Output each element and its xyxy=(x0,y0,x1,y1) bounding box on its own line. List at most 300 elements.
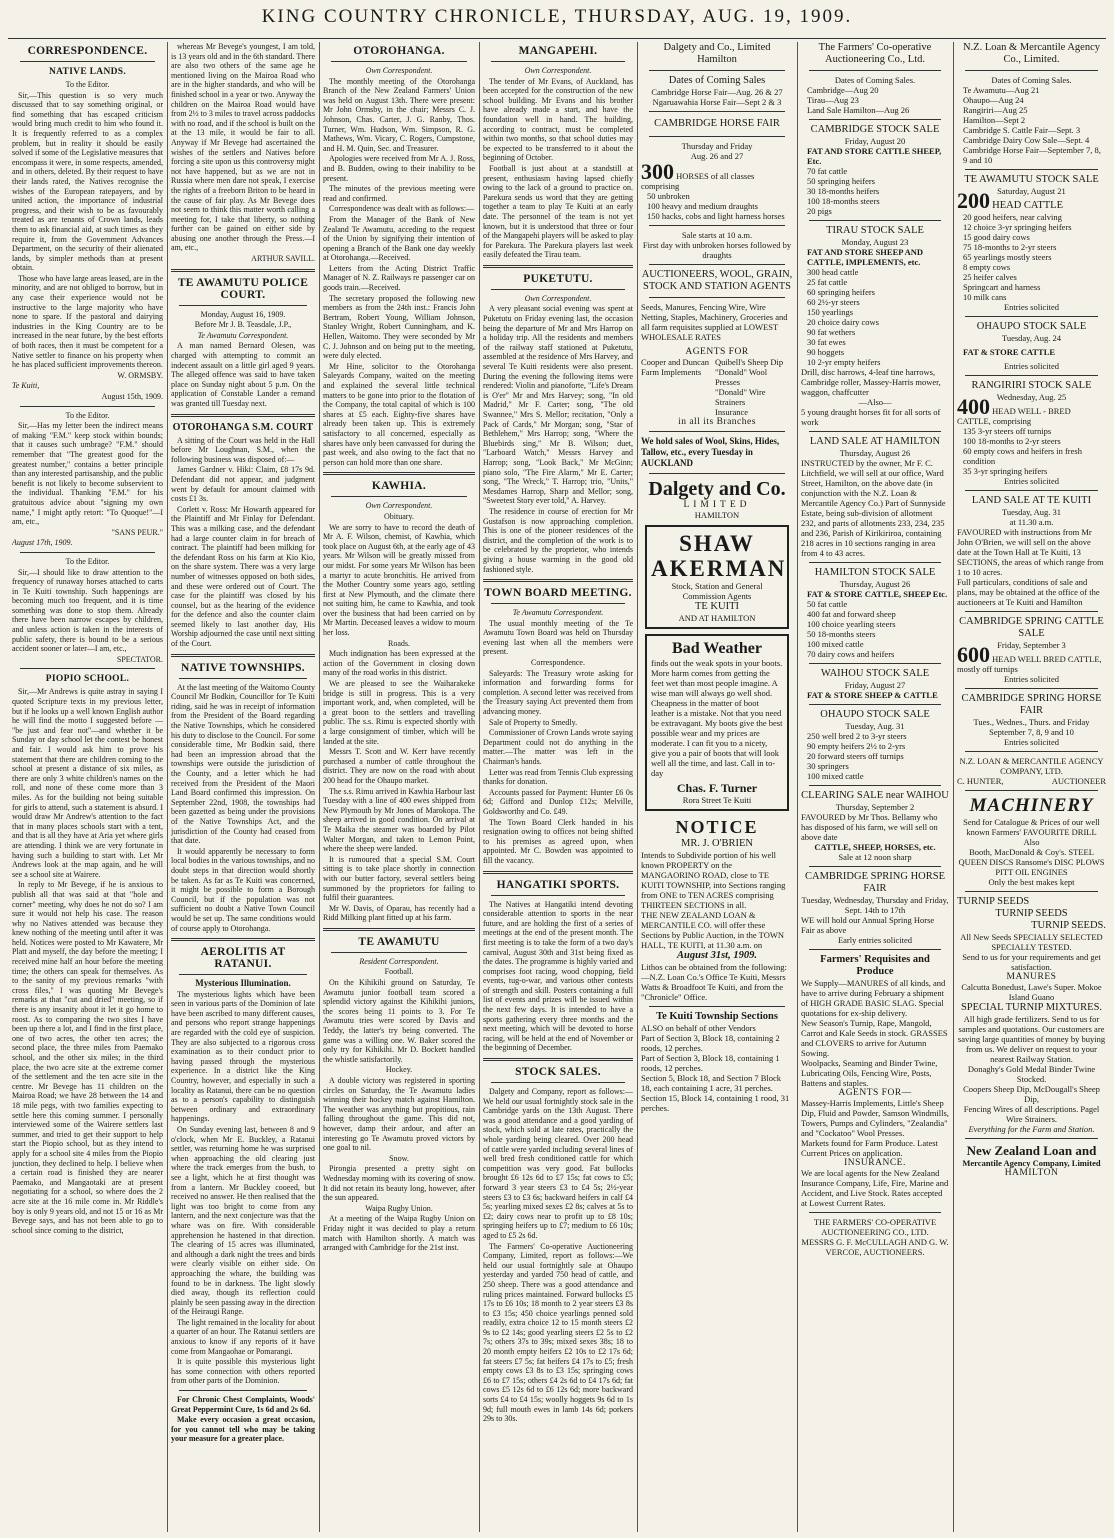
column-adverts-6 xyxy=(801,42,949,1534)
divider xyxy=(20,406,155,407)
divider xyxy=(649,111,785,112)
ad-line: 70 fat cattle xyxy=(807,166,848,176)
ad-line: FAT AND STORE CATTLE SHEEP, Etc. xyxy=(807,146,942,166)
ad-line: Hamilton—Sept 2 xyxy=(963,115,1026,125)
column-divider xyxy=(167,42,168,1532)
article-paragraph: The usual monthly meeting of the Te Awamutu Town Board was held on Thursday evening last when all the members were present. xyxy=(483,618,633,657)
ad-heading: Bad Weather xyxy=(672,640,762,657)
ad-line: Tuesday, Aug. 31 xyxy=(1001,507,1062,517)
ad-line: Drill, disc harrows, 4-leaf tine harrows, Cambridge roller, Massey-Harris mower, waggon, chaffcutter xyxy=(801,367,941,397)
ad-heading: CAMBRIDGE SPRING CATTLE SALE xyxy=(959,616,1104,639)
article-subheading: Waipa Rugby Union. xyxy=(365,1203,433,1213)
article-subheading: Hockey. xyxy=(385,1065,413,1075)
ad-line: We hold sales of Wool, Skins, Hides, Tallow, etc., every Tuesday in AUCKLAND xyxy=(641,436,780,468)
column-divider xyxy=(797,42,798,1532)
divider xyxy=(649,431,785,432)
ad-line: Also xyxy=(1023,837,1040,847)
ad-line: 50 unbroken xyxy=(647,191,690,201)
ad-line: 90 empty heifers 2½ to 2-yrs xyxy=(807,741,906,751)
article-paragraph: A double victory was registered in sporting circles on Saturday, the Te Awamutu ladies winning their hockey match against Hamilton. The weather was anything but propitious, rain falling throughout the game. This did not, however, damp their ardour, and after an interesting go Te Awamutu proved victors by one goal to nil. xyxy=(323,1076,475,1153)
ad-line: HORSES of all classes comprising xyxy=(641,171,755,191)
advert-text: Make every occasion a great occasion, for you cannot tell who may be taking your measure for a greater place. xyxy=(171,1415,315,1444)
article-paragraph: Corlett v. Ross: Mr Howarth appeared for the Plaintiff and Mr Finlay for Defendant. This was a milking case, and the defendant had a large counter claim in for breach of contract. The plaintiff had been milking for the defendant Ross on his farm at Kio Kio, on the share system. There was a very large number of witnesses opposed on both sides, and these were ordered out of Court. The case for the plaintiff was closed by his counsel, but as the hearing of the evidence for the defence and also the counter claim seemed likely to last another day, His Worship adjourned the case until next sitting of the Court. xyxy=(171,504,315,649)
ad-heading: MANURES xyxy=(1006,972,1057,982)
article-subheading: Mysterious Illumination. xyxy=(195,978,291,989)
ad-line: 100 choice yearling steers xyxy=(807,619,896,629)
ad-line: 70 dairy cows and heifers xyxy=(807,649,895,659)
correspondent: Own Correspondent. xyxy=(524,293,592,303)
ad-line: Friday, August 27 xyxy=(844,680,906,690)
ad-line: Stock, Station and General Commission Agents xyxy=(671,581,763,601)
correspondent: Te Awamutu Correspondent. xyxy=(197,330,289,340)
article-subheading: Correspondence. xyxy=(531,658,585,668)
ad-line: Cambridge Dairy Cow Sale—Sept. 4 xyxy=(963,135,1090,145)
article-paragraph: A very pleasant social evening was spent at Puketutu on Friday evening last, the occasion being the departure of Mr and Mrs Harrop on a holiday trip. All the residents and members of the railway staff stationed at Puketutu, assembled at the residence of Mrs Harvey, and several Te Kuiti residents were also present. During the evening the following items were rendered: Violin and pianoforte, "Life's Dream is O'er" Mr and Mrs Harvey; song, "In old Madrid," Mr F. Carter; song, "The old Swannee," Mrs S. Mellor; recitation, "Only a Pack of Cards," Mr Morgan; song, "Star of Bethlehem," Mrs Harrop; song, "Where the Bluebirds sing," Mr B. Wilson; duet, "Larboard Watch," Messrs Harvey and Harrop; song, "Look Back," Mr McGinn; piano solo, "The Fire Alarm," Mr E. Carter; song, "The Wreck," T. Harrop; trio, "Units," Mesdames Harrop, Sharp and Mellor; song, "Sweetest Story ever told," A. Harvey. xyxy=(483,304,633,506)
letter-paragraph: In reply to Mr Bevege, if he is anxious to publish all that was said at that "hole and corner" meeting, why does he not do so? I am sure it would not help his case. The reason why no Natives attended was because they knew nothing of the meeting until after it was held. Notices were posted to Mr Kawatere, Mr Platt and myself, the day before the meeting; I received mine half an hour before the meeting time; the others can speak for themselves. As to the sanity of my previous remarks "with cross files," I was quoting Mr Bevege's remarks at that "cut and dried" meeting, so if there is any insanity about it let it go home to roost. As to comparing the two sites I have been up there a lot, and I find in the first place, one of two acres, the other ten acres; the second place, the three miles from Paemako school, and the other six miles; in the third place, the two acre site at the extreme corner of the settlement and the ten acre site in the centre. Mr Bevege has 11 children on the Mairoa Road; we have 28 between the 14 and 18 mile pegs, with two families expecting to settle here this coming summer. I personally interviewed some of the Wairere settlers last summer, and tried to get their support to help start the Piopio school, but as they intend to apply for a school site 4 miles from the Piopio junction, they declined to help. I believe when a certain road is finished they are nearer Paemako, and Mangaotaki are at present negotiating for a school, so where does the 2 acre site at the 16 mile come in. Mr Riddle's boy is only 9 years old, and not 15 or 16 as Mr Bevege says, and has not been able to go to school since coming to the district, xyxy=(12,880,163,1235)
ad-line: Lithos can be obtained from the following:—N.Z. Loan Co.'s Office Te Kuiti, Messrs Watts & Broadfoot Te Kuiti, and from the "Chronicle" Office. xyxy=(641,962,787,1002)
ad-line: Tirau—Aug 23 xyxy=(807,95,859,105)
ad-line: HAMILTON xyxy=(1004,1168,1059,1178)
divider xyxy=(809,70,941,71)
divider xyxy=(20,552,155,553)
divider xyxy=(171,269,315,272)
divider xyxy=(649,297,785,298)
ad-heading: Dates of Coming Sales. xyxy=(834,75,916,85)
ad-heading: SPECIAL TURNIP MIXTURES. xyxy=(960,1002,1103,1013)
ad-heading: CAMBRIDGE SPRING HORSE FAIR xyxy=(804,871,946,894)
ad-heading: Dates of Coming Sales xyxy=(668,75,766,86)
advertiser-name: N.Z. Loan & Mercantile Agency Co., Limited. xyxy=(962,42,1101,65)
ad-line: Aug. 26 and 27 xyxy=(690,151,744,161)
ad-line: 135 3-yr steers off turnips xyxy=(963,426,1052,436)
ad-line: Donaghy's Gold Medal Binder Twine Stocked. xyxy=(967,1064,1096,1084)
column-divider xyxy=(953,42,954,1532)
ad-line: 100 18-months steers xyxy=(807,196,880,206)
ad-line: August 31st, 1909. xyxy=(677,950,757,961)
ad-heading: LAND SALE AT TE KUITI xyxy=(971,495,1092,506)
article-paragraph: Apologies were received from Mr A. J. Ross, and B. Budden, owing to their inability to be present. xyxy=(323,154,475,183)
letter-paragraph: Sir,—Mr Andrews is quite astray in saying I quoted Scripture texts in my previous letter, but if he looks up a well known English author he will find the motto I suggested before — "be just and fear not"—and whether it be Sunday or day school let the contest be honest and fair. I would ask him to prove his statement that there are children coming to the school at present a distance of six miles, as there are only 3 white children's names on the roll, and none of these come more than 3 miles. As for the building not being suitable for girls to attend, such a statement is absurd. I would draw Mr Andrew's attention to the fact that in many places schools start with a tent, and that is all they have at Aria yet where girls are attending. I think we are very fortunate in having such a building to start with. Let Mr Andrews look at the map again, and he will see a school site at Wairere. xyxy=(12,687,163,879)
divider xyxy=(809,949,941,950)
ad-line: 30 springers xyxy=(807,761,849,771)
ad-line: 90 hoggets xyxy=(807,347,845,357)
column-news-4 xyxy=(483,42,633,1534)
ad-heading: MACHINERY xyxy=(969,795,1094,816)
article-paragraph: The minutes of the previous meeting were read and confirmed. xyxy=(323,184,475,203)
divider xyxy=(649,264,785,265)
divider xyxy=(649,1006,785,1007)
ad-line: at 11.30 a.m. xyxy=(1009,517,1054,527)
ad-line: 15 good dairy cows xyxy=(963,232,1030,242)
article-paragraph: The tender of Mr Evans, of Auckland, has been accepted for the construction of the new school building. Mr Evans and his brother have already made a start, and have the foundation well in hand. The building, according to contract, must be completed within two months, so that school duties may be expected to be transferred to it about the beginning of October. xyxy=(483,76,633,163)
ad-heading: CLEARING SALE near WAIHOU xyxy=(801,790,949,801)
divider xyxy=(491,603,625,604)
article-paragraph: Mr Hine, solicitor to the Otorohanga Saleyards Company, waited on the meeting and explained the several little technical matters to be gone into prior to the flotation of the Company, the total capital of which is 100 shares at £5 each. Eighty-five shares have already been taken up. This is extremely satisfactory to all concerned, especially as shares have only been canvassed for during the past week, and also owing to the fact that no person can hold more than one share. xyxy=(323,361,475,467)
ad-line: Only the best makes kept xyxy=(988,877,1075,887)
ad-line: 50 springing heifers xyxy=(807,176,875,186)
ad-line: 10 2-yr empty heifers xyxy=(807,357,881,367)
article-heading: TE AWAMUTU xyxy=(358,935,440,948)
ad-heading: Te Kuiti Township Sections xyxy=(656,1011,778,1022)
advertiser-town: Hamilton xyxy=(697,54,737,65)
article-heading: TE AWAMUTU POLICE COURT. xyxy=(177,276,309,301)
article-date: Monday, August 16, 1909. xyxy=(200,309,286,319)
divider xyxy=(171,414,315,417)
advertiser-name: N.Z. LOAN & MERCANTILE AGENCY COMPANY, LTD. xyxy=(959,756,1104,776)
divider xyxy=(809,704,941,705)
ad-heading: TURNIP SEEDS xyxy=(957,896,1030,907)
divider xyxy=(323,928,475,931)
ad-line: 100 mixed cattle xyxy=(807,639,864,649)
ad-number: 400 xyxy=(957,394,990,419)
divider xyxy=(491,895,625,896)
article-heading: NATIVE TOWNSHIPS. xyxy=(181,661,305,674)
ad-line: Markets found for Farm Produce. Latest Current Prices on application. xyxy=(801,1138,938,1158)
divider xyxy=(649,225,785,226)
letter-paragraph: Sir,—Has my letter been the indirect means of making "F.M." keep stock within bounds; that it causes such umbrage? "F.M." should remember that "The greatest good for the greatest number," contains a better principle than any interested partisanship, and the public benefit is not likely to become subservient to the individual. Thanking "F.M." for his gratuitous advice about "signing my own name," I might aptly retort: "To Quoque!"—I am, etc., xyxy=(12,421,163,527)
ad-line: Ohaupo—Aug 24 xyxy=(963,95,1024,105)
ad-line: Thursday and Friday xyxy=(681,141,753,151)
article-paragraph: The s.s. Rimu arrived in Kawhia Harbour last Tuesday with a line of 400 ewes shipped from New Plymouth by Mr Jones of Marokopa. The sheep arrived in good condition. On arrival at Te Maika the steamer was boarded by Pilot Walter Morgan, and taken to Lemon Point, where the sheep were landed. xyxy=(323,786,475,854)
ad-line: Everything for the Farm and Station. xyxy=(968,1124,1095,1134)
divider xyxy=(965,688,1098,689)
ad-line: Ngaruawahia Horse Fair—Sept 2 & 3 xyxy=(652,97,782,107)
ad-line: 5 young draught horses fit for all sorts of work xyxy=(801,407,941,427)
article-subheading: Obituary. xyxy=(384,511,414,521)
ad-line: Te Awamutu—Aug 21 xyxy=(963,85,1040,95)
salutation: To the Editor. xyxy=(65,556,110,566)
article-paragraph: It would apparently be necessary to form local bodies in the various townships, and no doubt steps in that direction would shortly be taken. As far as Te Kuiti was concerned, it might be possible to form a Borough Council, but if the population was not sufficient no doubt a Native Town Council would be set up. The same conditions would of course apply to Otorohanga. xyxy=(171,846,315,933)
article-paragraph: A sitting of the Court was held in the Hall before Mr Loughnan, S.M., when the following business was disposed of:— xyxy=(171,435,315,464)
ad-line: Entries solicited xyxy=(1003,302,1059,312)
article-paragraph: Mr W. Davis, of Oparau, has recently had a Ridd Milking plant fitted up at his farm. xyxy=(323,903,475,923)
article-paragraph: Correspondence was dealt with as follows:— xyxy=(329,204,475,214)
ad-line: 90 fat wethers xyxy=(807,327,856,337)
article-paragraph: Letters from the Acting District Traffic Manager of N. Z. Railways re passenger car on goods train.—Received. xyxy=(323,263,475,293)
article-heading: OTOROHANGA S.M. COURT xyxy=(172,421,314,433)
ad-line: 100 mixed cattle xyxy=(807,771,864,781)
ad-line: 150 hacks, cobs and light harness horses xyxy=(647,211,785,221)
ad-line: 250 well bred 2 to 3-yr steers xyxy=(807,731,907,741)
ad-line: Cooper and Duncan Farm Implements xyxy=(641,357,709,377)
article-paragraph: It is rumoured that a special S.M. Court sitting is to take place shortly in connection with our butter factory, several settlers being summoned by the proprietors for failing to fulfil their guarantees. xyxy=(323,854,475,903)
ad-line: 20 forward steers off turnips xyxy=(807,751,904,761)
letter-paragraph: Sir,—I should like to draw attention to the frequency of runaway horses attached to carts in Te Kuiti township. Such happenings are becoming much too frequent, and it is time something was done to stop them. Already there have been narrow escapes by children, and unless action is taken in the interests of public safety, there is bound to be a serious accident sooner or later—I am, etc., xyxy=(12,567,163,654)
divider xyxy=(323,472,475,475)
divider xyxy=(20,61,155,62)
article-paragraph: The mysterious lights which have been seen in various parts of the Dominion of late have been ascribed to many different causes, and persons who report strange happenings are regarded with the cold eye of suspicion. They are also subjected to a rigorous cross examination as to their conduct prior to having passed through the mysterious experience. In a district like the King Country, however, and especially in such a locality as Ratanui, there can be no question as to a person's capability to distinguish between ordinary and extraordinary happenings. xyxy=(171,989,315,1124)
ad-heading: HAMILTON STOCK SALE xyxy=(814,567,936,578)
ad-line: Cambridge S. Cattle Fair—Sept. 3 xyxy=(963,125,1081,135)
ad-heading: LAND SALE AT HAMILTON xyxy=(809,436,941,447)
ad-line: Fencing Wires of all descriptions. Pagel Wire Strainers. xyxy=(963,1104,1100,1124)
ad-line: Send for Catalogue & Prices of our well known Farmers' FAVOURITE DRILL xyxy=(963,817,1100,837)
article-paragraph: Messrs T. Scott and W. Kerr have recently purchased a number of cattle throughout the district. They are now on the road with about 200 head for the Ohaupo market. xyxy=(323,747,475,785)
ad-line: Friday, August 20 xyxy=(844,136,906,146)
ad-line: —Also— xyxy=(858,397,892,407)
ad-line: 35 3-yr springing heifers xyxy=(963,466,1048,476)
ad-line: 8 empty cows xyxy=(963,262,1011,272)
article-heading: HANGATIKI SPORTS. xyxy=(496,878,620,891)
divider xyxy=(809,562,941,563)
ad-line: First day with unbroken horses followed by draughts xyxy=(642,240,792,260)
ad-line: Cambridge Horse Fair—Aug. 26 & 27 xyxy=(651,87,783,97)
ad-line: Wednesday, Aug. 25 xyxy=(996,392,1067,402)
ad-heading: TURNIP SEEDS xyxy=(995,908,1068,919)
divider xyxy=(809,431,941,432)
ad-line: Send to us for your requirements and get satisfaction. xyxy=(962,952,1101,972)
ad-line: Friday, September 3 xyxy=(997,640,1066,650)
ad-line: FAT & STORE SHEEP & CATTLE xyxy=(807,690,938,700)
article-heading: AEROLITIS AT RATANUI. xyxy=(200,946,286,971)
ad-line: Calcutta Bonedust, Lawe's Super. Mokoe Island Guano xyxy=(961,982,1102,1002)
ad-line: 50 18-months steers xyxy=(807,629,876,639)
ad-line: Cambridge—Aug 20 xyxy=(807,85,879,95)
ad-line: Entries solicited xyxy=(1003,674,1059,684)
advertiser-name: THE FARMERS' CO-OPERATIVE AUCTIONEERING CO., LTD. xyxy=(813,1217,937,1237)
advert-text: For Chronic Chest Complaints, Woods' Great Peppermint Cure, 1s 6d and 2s 6d. xyxy=(171,1395,315,1414)
divider xyxy=(483,871,633,874)
letter-paragraph: Sir,—This question is so very much discussed that to say something original, or find something that has escaped criticism would bring much credit to him who found it. It is frequently referred to as a complex problem, but in reality it should be easily solved if some of the Legislative measures that encompass it were, in some respects, amended, and in others, deleted. By their request to have their lands rated, the Natives recognise the wishes of the European ratepayers, and by united action, the importance of industrial progress, and their wish to be as favourably treated as are tenants of Crown lands, leads them to ask financial aid, at such times as they require it, from the Government Advances Department, on the security of their alienated lands, by simpler methods than at present obtain. xyxy=(12,90,163,273)
divider xyxy=(649,136,785,137)
ad-heading: TIRAU STOCK SALE xyxy=(826,225,924,236)
ad-line: 30 fat ewes xyxy=(807,337,846,347)
ad-line: 100 heavy and medium draughts xyxy=(647,201,758,211)
divider xyxy=(965,490,1098,491)
column-correspondence xyxy=(12,42,163,1534)
ad-heading: RANGIRIRI STOCK SALE xyxy=(971,380,1092,391)
divider xyxy=(483,579,633,582)
article-heading: PUKETUTU. xyxy=(523,272,593,285)
ad-line: 50 fat cattle xyxy=(807,599,848,609)
divider xyxy=(171,654,315,657)
ad-line: Land Sale Hamilton—Aug 26 xyxy=(807,105,910,115)
column-adverts-7 xyxy=(957,42,1106,1534)
ad-line: in all its Branches xyxy=(678,417,756,427)
ad-line: Insurance xyxy=(715,407,749,417)
ad-line: Entries solicited xyxy=(1003,361,1059,371)
divider xyxy=(20,668,155,669)
ad-line: Intends to Subdivide portion of his well known PROPERTY on the MANGAORINO ROAD, close to TE KUITI TOWNSHIP, into Sections ranging from ONE to TEN ACRES comprising THIRTEEN SECTIONS in all. xyxy=(641,850,786,910)
ad-line: 10 milk cans xyxy=(963,292,1007,302)
advertiser-name: Mercantile Agency Company, Limited xyxy=(962,1158,1101,1168)
article-paragraph: Sale of Property to Smedly. xyxy=(489,717,578,727)
salutation: To the Editor. xyxy=(65,80,110,89)
article-paragraph: At a meeting of the Waipa Rugby Union on Friday night it was decided to play a return match with Hamilton shortly. A match was arranged with Cambridge for the 21st inst. xyxy=(323,1214,475,1253)
article-subheading: Snow. xyxy=(389,1153,409,1163)
article-paragraph: A man named Bernard Olesen, was charged with attempting to commit an indecent assault on a little girl aged 9 years. The alleged offence was said to have taken place on Sunday night about 5 p.m. On the application of Constable Lander a remand was granted till Tuesday next. xyxy=(171,341,315,408)
article-paragraph: The monthly meeting of the Otorohanga Branch of the New Zealand Farmers' Union was held on August 13th. There were present: Mr John Ormsby, in the chair; Messrs C. J. Johnson, Chas. Carter, J. G. Ranby, Thos. Turner, Wm. Hudson, Wm. Simpson, R. G. Mathews, Wm. Vicary, C. Rogers, Cumpstone, and H. M. Quin, Sec. and Treasurer. xyxy=(323,76,475,153)
ad-line: 12 choice 3-yr springing heifers xyxy=(963,222,1072,232)
ad-heading: Farmers' Requisites and Produce xyxy=(820,954,930,977)
ad-line: 60 springing heifers xyxy=(807,287,875,297)
ad-heading: OHAUPO STOCK SALE xyxy=(976,321,1087,332)
ad-line: Thursday, August 26 xyxy=(839,579,911,589)
divider xyxy=(331,496,467,497)
article-heading: OTOROHANGA. xyxy=(353,45,445,57)
letter-date: August 15th, 1909. xyxy=(101,392,163,401)
article-paragraph: On Sunday evening last, between 8 and 9 o'clock, when Mr E. Buckley, a Ratanui settler, was returning home he was surprised when approaching the old clearing just where the track emerges from the bush, to see a light, which he at first thought was from a lantern. Mr Buckley cooeed, but received no answer. He then realised that the light was too bright to come from any lantern, and the next conjecture was that the whare was on fire. With considerable apprehension he hastened in that direction. The clearing of 15 acres was illuminated, and although a dark night the trees and birds were clearly visible on either side. On approaching the whare, the building was found to be in darkness. The light slowly died away, though its reflection could plainly be seen passing away in the direction of the Heiraugi Range. xyxy=(171,1125,315,1317)
ad-line: 400 fat and forward sheep xyxy=(807,609,896,619)
section-heading: CORRESPONDENCE. xyxy=(27,45,148,57)
ad-line: Sale at 12 noon sharp xyxy=(838,852,912,862)
column-divider xyxy=(637,42,638,1532)
article-paragraph: At the last meeting of the Waitomo County Council Mr Bodkin, Councillor for Te Kuiti riding, said he was in receipt of information from the President of the Board regarding the Native Townships, which he considered his duty to disclose to the Council. For some considerable time, Mr Bodkin said, there had been an impression abroad that the townships were outside the jurisdiction of the County, and a letter which he had received from the President of the Maori Land Board confirmed this impression. On September 22nd, 1908, the townships had been gazetted as being under the provisions of the Native Townships Act, and the jurisdiction of the County had ceased from that date. xyxy=(171,682,315,846)
article-paragraph: The Natives at Hangatiki intend devoting considerable attention to sports in the near future, and are holding the first of a series of meetings at the end of the present month. The first meeting is to take the form of a two day's carnival, August 30th and 31st being fixed as the dates. The programme is highly varied and comprises foot racing, wood chopping, field events, tug-o-war, and various other contests of strength and skill. Posters containing a full list of events and prizes will be issued within the next few days. It is intended to have a sports gathering every three months and the next meeting, which will be devoted to horse racing, will be held at the end of November or the beginning of December. xyxy=(483,899,633,1053)
ad-line: Tuesday, Wednesday, Thursday and Friday, Sept. 14th to 17th xyxy=(801,895,949,915)
divider xyxy=(179,1390,307,1391)
ad-line: Full particulars, conditions of sale and plans, may be obtained at the office of the auctioneers at Te Kuiti and Hamilton xyxy=(957,577,1100,607)
article-heading: PIOPIO SCHOOL. xyxy=(45,674,130,685)
ad-line: INSTRUCTED by the owner, Mr F. C. Litchfield, we will sell at our office, Ward Street, Hamilton, on the above date (in conjunction with the N.Z. Loan & Mercantile Agency Co.) Part of Sunnyside Estate, being sub-division of allotment 232, and parts of allotments 233, 234, 235 and 236, Parish of Kirikiriroa, containing 218 acres in 10 sections ranging in area from 4 to 43 acres. xyxy=(801,458,946,558)
ad-line: "Donald" Wool Presses xyxy=(715,367,768,387)
ad-line: TE KUITI xyxy=(694,601,740,612)
ad-line: Coopers Sheep Dip, McDougall's Sheep Dip, xyxy=(963,1084,1100,1104)
article-paragraph: Dalgety and Company, report as follows:—We held our usual fortnightly stock sale in the Cambridge yards on the 13th August. There was a good attendance and a good yarding of stock, which sold at late rates, practically the whole yarding being cleared. Over 200 head of cattle were yarded including several lines of well bred fresh conditioned cattle for which competition was very good. Fat bullocks brought £6 12s 6d to £7 15s; fat cows to £5; forward 3 year steers £3 to £4 5s; 2½-year steers £3 to £3 6s; backward heifers in calf £4 5s; yearling mixed sexes £2 8s; calves at 5s to £2; dairy cows near to profit up to £8 10s; springing heifers up to £7; medium to £6 10s; aged to £5 2s 6d. xyxy=(483,1087,633,1240)
article-paragraph: The residence in course of erection for Mr Gustafson is now approaching completion. This is one of the pioneer residences of the district, and the completion of the work is to be celebrated by the proprietor, who intends giving a house warming in the good old fashioned style. xyxy=(483,506,633,574)
ad-line: Part of Section 3, Block 18, containing 2 roods, 12 perches. xyxy=(641,1033,780,1053)
ad-line: finds out the weak spots in your boots. More harm comes from getting the feet wet than most people imagine. A wise man will always go well shod. Cheapness in the matter of boot leather is a mistake. Not that you need be extravagant. My boots give the best possible wear and my prices are moderate. I can fit you to a nicety, give you a pair of boots that will look well all the time, and last. Call in to-day xyxy=(651,658,783,778)
article-heading: TOWN BOARD MEETING. xyxy=(484,587,632,600)
ad-line: Tuesday, Aug. 31 xyxy=(845,721,905,731)
ad-line: Massey-Harris Implements, Little's Sheep Dip, Fluid and Powder, Samson Windmills, Towers, Pumps and Cylinders, "Zealandia" and "Cockatoo" Wool Presses. xyxy=(801,1098,949,1138)
letter-signature: W. ORMSBY. xyxy=(117,370,163,380)
article-paragraph: We are pleased to see the Waiharakeke bridge is still in progress. This is a very important work, and, when completed, will be a great boon to the settlers and travelling public. The s.s. Rimu is expected shortly with a large consignment of timber, which will be landed at the site. xyxy=(323,679,475,746)
ad-heading: CAMBRIDGE SPRING HORSE FAIR xyxy=(961,693,1102,716)
ad-line: 30 18-months heifers xyxy=(807,186,880,196)
advertiser-name: Dalgety and Co. xyxy=(648,478,786,500)
article-paragraph: whereas Mr Bevege's youngest, I am told, is 13 years old and in the 6th standard. There are also two others of the same age he mentioned living on the Mairoa Road who are in the higher standards, and who will be finished school in a year or two. Anyway the children on the Mairoa Road would have from 2½ to 3 miles to travel across paddocks with no road, and if the school is built on the at the 13 mile, it would be fair to all. Anyway if Mr Bevege had ascertained the wishes of the settlers and Natives before forcing a site upon us this controversy might not have happened, but as we are not in Russia where men dare not speak, I exercise the rights of a freeborn Briton to be heard in the cause of fair play. As Mr Bevege does not seem to think this matter worth calling a meeting for, I take that liberty, so nothing further can be gained on either side by abusing one another through the Press.—I am, etc., xyxy=(171,42,315,253)
masthead: KING COUNTRY CHRONICLE, THURSDAY, AUG. 19, 1909. xyxy=(261,6,853,27)
divider xyxy=(491,1082,625,1083)
article-paragraph: From the Manager of the Bank of New Zealand Te Awamutu, acceding to the request of the Union by signifying their intention of opening a Branch of the Bank one day weekly at Otorohanga.—Received. xyxy=(323,214,475,263)
ad-line: Seeds, Manures, Fencing Wire, Wire Netting, Staples, Machinery, Groceries and all farm requisites supplied at LOWEST WHOLESALE RATES xyxy=(641,302,788,342)
ad-line: Thursday, September 2 xyxy=(835,802,915,812)
letter-signature: "SANS PEUR." xyxy=(111,527,163,537)
ad-line: C. HUNTER, xyxy=(957,776,1004,786)
article-paragraph: Commissioner of Crown Lands wrote saying Department could not do anything in the matter.—The matter was left in the Chairman's hands. xyxy=(483,728,633,766)
ad-number: 600 xyxy=(957,642,990,667)
correspondent: Resident Correspondent. xyxy=(359,956,439,966)
advertiser-name: MR. J. O'BRIEN xyxy=(681,838,753,849)
ad-number: 300 xyxy=(641,159,674,184)
ad-line: 75 18-months to 2-yr steers xyxy=(963,242,1057,252)
divider xyxy=(965,790,1098,791)
letter-paragraph: Those who have large areas leased, are in the minority, and are not obliged to borrow, but in any case their experience would not be instructive to the large majority who have none to spare. If the pastoral and dairying industries in the King Country are to be increased in the near future, by the best efforts of both races, then it must be competent for a Native settler to finance on his property when he has placed sufficient improvements thereon. xyxy=(12,273,163,370)
letter-signature: ARTHUR SAVILL. xyxy=(251,254,315,264)
ad-line: Tues., Wednes., Thurs. and Friday September 7, 8, 9 and 10 xyxy=(973,717,1090,737)
ad-heading: CAMBRIDGE STOCK SALE xyxy=(810,124,940,135)
ad-line: AND AT HAMILTON xyxy=(678,613,756,623)
ad-line: Section 5, Block 18, and Section 7 Block 18, each containing 1 acre, 31 perches. xyxy=(641,1073,781,1093)
article-paragraph: We are sorry to have to record the death of Mr A. F. Wilson, chemist, of Kawhia, which took place on August 6th, at the early age of 43 years. Mr Wilson will be greatly missed from our midst. For some years Mr Wilson has been a martyr to acute bronchitis. He arrived from the Mother Country some years ago, settling first at New Plymouth, and the climate there not suiting him, he came to Kawhia, and took over the business that had been carried on by Mr Martin. Deceased leaves a widow to mourn her loss. xyxy=(323,522,475,638)
divider xyxy=(809,663,941,664)
ad-line: ALSO on behalf of other Vendors xyxy=(641,1023,756,1033)
ad-line: All high grade fertilizers. Send to us for samples and quotations. Our customers are saving large quantities of money by buying from us. We deliver on request to your nearest Railway Station. xyxy=(957,1014,1106,1064)
ad-line: New Season's Turnip, Rape, Mangold, Carrot and Kale Seeds in stock. GRASSES and CLOVERS to arrive for Autumn Sowing. xyxy=(801,1018,948,1058)
divider xyxy=(179,678,307,679)
ad-line: Rangiriri—Aug 25 xyxy=(963,105,1028,115)
correspondent: Te Awamutu Correspondent. xyxy=(512,608,604,618)
letter-date: August 17th, 1909. xyxy=(12,538,73,548)
ad-line: LIMITED xyxy=(683,500,751,510)
ad-line: "Donald" Wire Strainers xyxy=(715,387,766,407)
ad-heading: Dates of Coming Sales. xyxy=(991,75,1072,85)
ad-line: HEAD WELL - BRED CATTLE, comprising xyxy=(957,406,1071,426)
ad-line: 25 heifer calves xyxy=(963,272,1017,282)
ad-heading: CAMBRIDGE HORSE FAIR xyxy=(654,118,780,129)
advertiser-name: The Farmers' Co-operative Auctioneering Co., Ltd. xyxy=(818,42,932,65)
ad-line: HAMILTON xyxy=(694,510,740,520)
correspondent: Own Correspondent. xyxy=(365,501,433,511)
advertiser-name: Chas. F. Turner xyxy=(676,781,758,795)
advertiser-name: New Zealand Loan and xyxy=(966,1143,1097,1158)
ad-line: 150 yearlings xyxy=(807,307,854,317)
ad-line: Entries solicited xyxy=(1003,476,1059,486)
ad-line: Booth, MacDonald & Coy's. STEEL QUEEN DISCS Ransome's DISC PLOWS PITT OIL ENGINES xyxy=(958,847,1105,877)
ad-heading: AGENTS FOR— xyxy=(838,1088,912,1098)
ad-line: Early entries solicited xyxy=(837,935,913,945)
correspondent: Own Correspondent. xyxy=(365,66,433,75)
ad-line: FAT & STORE CATTLE xyxy=(963,347,1056,357)
divider xyxy=(331,952,467,953)
ad-line: 20 pigs xyxy=(807,206,832,216)
letter-place: Te Kuiti, xyxy=(12,381,40,391)
article-paragraph: James Gardner v. Hiki: Claim, £8 17s 9d. Defendant did not appear, and judgment went by default for amount claimed with costs £1 3s. xyxy=(171,465,315,504)
divider xyxy=(965,316,1098,317)
salutation: To the Editor. xyxy=(65,410,110,420)
article-heading: STOCK SALES. xyxy=(515,1066,601,1079)
divider xyxy=(649,473,785,474)
ad-line: 100 18-months to 2-yr steers xyxy=(963,436,1061,446)
divider xyxy=(809,1212,941,1213)
ad-line: 65 yearlings mostly steers xyxy=(963,252,1052,262)
ad-heading: AUCTIONEERS, WOOL, GRAIN, STOCK AND STATION AGENTS xyxy=(641,269,793,292)
article-paragraph: The Farmers' Co-operative Auctioneering Company, Limited, report as follows:—We held our usual fortnightly sale at Ohaupo yesterday and yarded 750 head of cattle, and 250 sheep. There was a good attendance and ruling prices maintained. Forward bullocks £5 17s to £6 10s; 18 month to 2 year steers £3 8s to £3 15s; 450 choice yearlings penned sold readily, extra choice 12 to 15 month steers £2 9s to £2 14s; good yearling steers £2 5s to £2 7s; others 37s to 39s; mixed sexes 38s; 18 to 20 month empty heifers £2 10s to £2 17s 6d; fat steers £7 5s; fat heifers £4 17s to £5; fresh empty cows £3 8s to £3 15s; springing cows £6 to £7 15s; others £4 2s 6d to £4 17s 6d; fat cows £5 12s 6d to £6 12s 6d; more backward sorts £4 to £4 15s; woolly hoggets 9s 6d to 1s 9d; full mouth ewes in lamb 14s 6d; porkers 29s to 30s. xyxy=(483,1241,633,1424)
ad-line: Saturday, August 21 xyxy=(997,186,1066,196)
ad-line: WE will hold our Annual Spring Horse Fair as above xyxy=(801,915,935,935)
divider xyxy=(809,119,941,120)
ad-line: MESSRS G. F. McCULLAGH AND G. W. VERCOE, AUCTIONEERS. xyxy=(801,1237,949,1257)
ad-line: Tuesday, Aug. 24 xyxy=(1001,333,1062,343)
ad-line: Cambridge Horse Fair—September 7, 8, 9 and 10 xyxy=(963,145,1101,165)
advertiser-name: SHAW xyxy=(679,531,755,556)
ad-line: Springcart and harness xyxy=(963,282,1041,292)
ad-heading: INSURANCE. xyxy=(844,1158,906,1168)
divider xyxy=(483,1058,633,1061)
masthead-rule xyxy=(8,38,1106,39)
ad-line: 300 head cattle xyxy=(807,267,859,277)
letter-signature: SPECTATOR. xyxy=(116,654,163,664)
ad-line: Woolpacks, Seaming and Binder Twine, Lubricating Oils, Fencing Wire, Posts, Battens and staples. xyxy=(801,1058,938,1088)
advertiser-name: Dalgety and Co., Limited xyxy=(663,42,771,53)
ad-line: AUCTIONEER xyxy=(1051,776,1106,786)
ad-line: 60 2½-yr steers xyxy=(807,297,860,307)
article-paragraph: Much indignation has been expressed at the action of the Government in closing down many of the road works in this district. xyxy=(323,649,475,678)
ad-line: CATTLE, SHEEP, HORSES, etc. xyxy=(814,842,936,852)
article-subline: Before Mr J. B. Teasdale, J.P., xyxy=(194,320,292,330)
article-paragraph: On the Kihikihi ground on Saturday, Te Awamutu junior football team scored a splendid victory against the Kihikihi juniors, the scores being 11 points to 3. For Te Awamutu tries were scored by Davis and Teddy, the latter's try being converted. The game was a willing one. W. Baker scored the only try for Kihikihi. Mr D. Bockett handled the whistle satisfactorily. xyxy=(323,978,475,1064)
column-divider xyxy=(479,42,480,1532)
ad-line: We are local agents for the New Zealand Insurance Company, Life, Fire, Marine and Accident, and Live Stock. Rates accepted at Lowest Current Rates. xyxy=(801,1168,949,1208)
ad-line: Entries solicited xyxy=(1003,737,1059,747)
ad-line: 25 fat cattle xyxy=(807,277,848,287)
ad-heading: NOTICE xyxy=(675,817,759,837)
article-heading: NATIVE LANDS. xyxy=(48,67,127,77)
article-subheading: Roads. xyxy=(388,638,410,648)
ad-line: Section 15, Block 14, containing 1 rood, 31 perches. xyxy=(641,1093,790,1113)
ad-line: FAVOURED by Mr Thos. Bellamy who has disposed of his farm, we will sell on above date xyxy=(801,812,938,842)
